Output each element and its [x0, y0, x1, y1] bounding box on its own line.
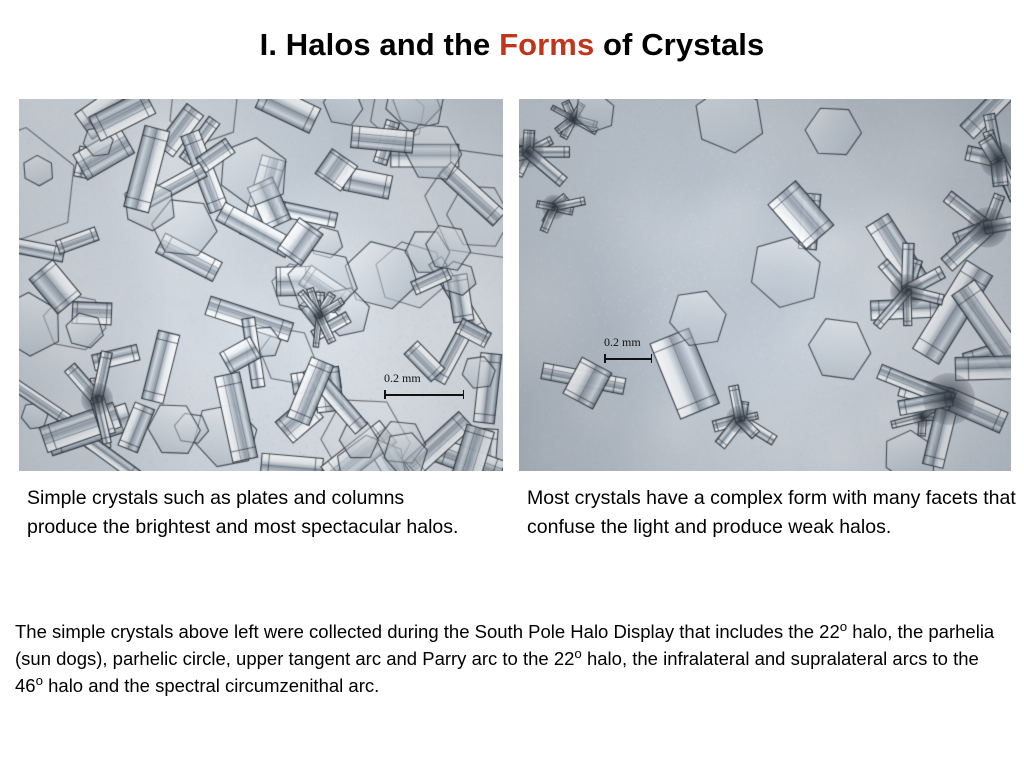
footnote-paragraph	[15, 619, 1007, 699]
complex-crystals-micrograph	[519, 99, 1011, 471]
complex-crystals-image-canvas	[519, 99, 1011, 471]
captions-row	[0, 484, 1024, 594]
degree-symbol-3: o	[35, 672, 43, 688]
footnote-line-3c: halo and the	[42, 674, 150, 696]
simple-crystals-micrograph	[19, 99, 503, 471]
footnote-line-4: spectral circumzenithal arc.	[155, 674, 380, 696]
footnote-line-1: The simple crystals above left were collected during the South Pole Halo Display that	[15, 621, 711, 642]
footnote-line-2b: halo, the parhelia (sun dogs), parhelic circle, upper tangent arc and	[15, 621, 995, 669]
footnote-line-2a: includes the 22	[715, 621, 840, 642]
degree-symbol-1: o	[839, 618, 848, 634]
footnote-line-3b: halo, the infralateral and supralateral arcs to the 46	[15, 647, 979, 696]
title-part-one: I. Halos and the	[259, 27, 500, 62]
caption-right: Most crystals have a complex form with many facets that confuse the light and produce weak halos.	[527, 487, 1016, 538]
degree-symbol-2: o	[574, 645, 582, 661]
scale-bar-left-label: 0.2 mm	[384, 371, 421, 385]
page-title	[0, 0, 1024, 62]
caption-left: Simple crystals such as plates and columns produce the brightest and most spectacular halos.	[27, 487, 459, 538]
footnote-line-3a: Parry arc to the 22	[422, 647, 575, 669]
title-accent-word: Forms	[499, 27, 595, 62]
title-part-two: of Crystals	[594, 27, 765, 62]
simple-crystals-image-canvas	[19, 99, 503, 471]
scale-bar-right-label: 0.2 mm	[604, 335, 641, 349]
images-row	[0, 99, 1024, 472]
